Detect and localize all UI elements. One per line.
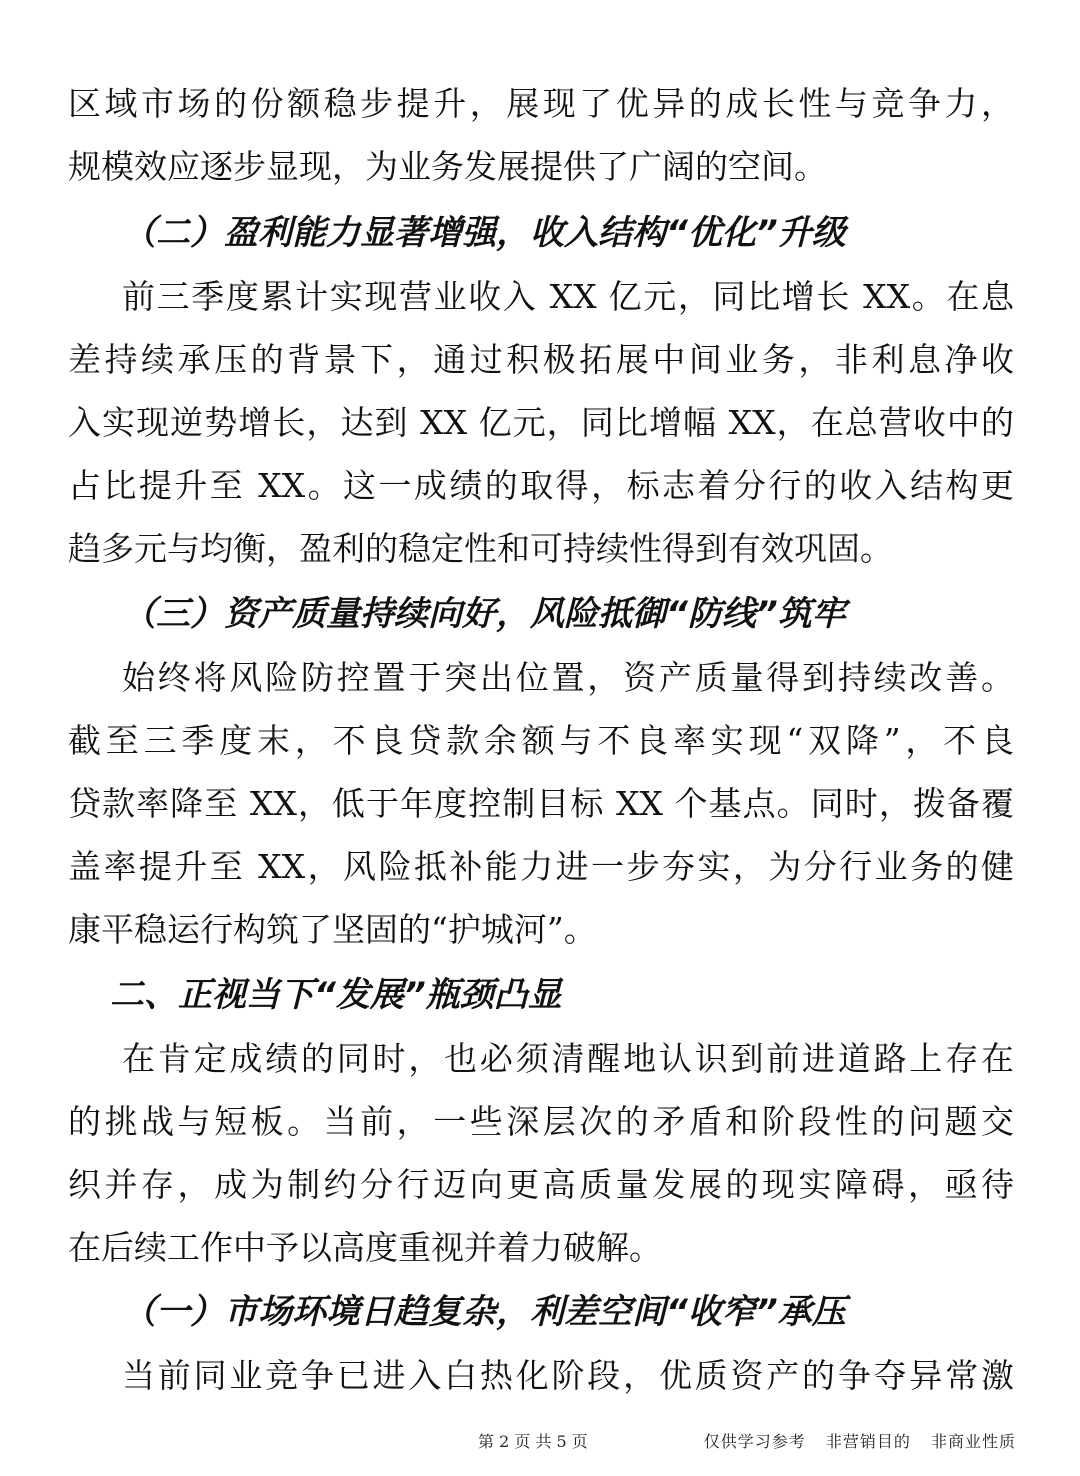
body-line: 截至三季度末，不良贷款余额与不良率实现“双降”，不良 — [68, 721, 1014, 760]
body-line: 区域市场的份额稳步提升，展现了优异的成长性与竞争力， — [68, 84, 1014, 123]
footer-note: 非商业性质 — [930, 1432, 1016, 1451]
footer-note: 非营销目的 — [825, 1432, 911, 1451]
body-line: 当前同业竞争已进入白热化阶段，优质资产的争夺异常激 — [122, 1356, 1014, 1395]
footer-notes — [690, 1428, 1016, 1456]
page-number: 第 2 页 共 5 页 — [478, 1432, 588, 1451]
body-line: 康平稳运行构筑了坚固的“护城河”。 — [68, 910, 597, 949]
body-line: 贷款率降至 XX，低于年度控制目标 XX 个基点。同时，拨备覆 — [68, 784, 1014, 823]
body-line: 占比提升至 XX。这一成绩的取得，标志着分行的收入结构更 — [68, 466, 1014, 505]
body-line: 的挑战与短板。当前，一些深层次的矛盾和阶段性的问题交 — [68, 1102, 1014, 1141]
body-line: 始终将风险防控置于突出位置，资产质量得到持续改善。 — [122, 658, 1014, 697]
section-heading: （二）盈利能力显著增强，收入结构“优化”升级 — [122, 213, 846, 253]
section-heading: （一）市场环境日趋复杂，利差空间“收窄”承压 — [122, 1292, 846, 1332]
body-line: 差持续承压的背景下，通过积极拓展中间业务，非利息净收 — [68, 340, 1014, 379]
section-heading: （三）资产质量持续向好，风险抵御“防线”筑牢 — [122, 594, 846, 634]
footer-note: 仅供学习参考 — [703, 1432, 806, 1451]
body-line: 盖率提升至 XX，风险抵补能力进一步夯实，为分行业务的健 — [68, 847, 1014, 886]
body-line: 趋多元与均衡，盈利的稳定性和可持续性得到有效巩固。 — [68, 529, 893, 568]
body-line: 在后续工作中予以高度重视并着力破解。 — [68, 1228, 662, 1267]
chapter-heading: 二、正视当下“发展”瓶颈凸显 — [110, 975, 562, 1015]
body-line: 入实现逆势增长，达到 XX 亿元，同比增幅 XX，在总营收中的 — [68, 403, 1014, 442]
body-line: 规模效应逐步显现，为业务发展提供了广阔的空间。 — [68, 147, 827, 186]
body-line: 在肯定成绩的同时，也必须清醒地认识到前进道路上存在 — [122, 1039, 1014, 1078]
body-line: 前三季度累计实现营业收入 XX 亿元，同比增长 XX。在息 — [122, 277, 1014, 316]
body-line: 织并存，成为制约分行迈向更高质量发展的现实障碍，亟待 — [68, 1165, 1014, 1204]
